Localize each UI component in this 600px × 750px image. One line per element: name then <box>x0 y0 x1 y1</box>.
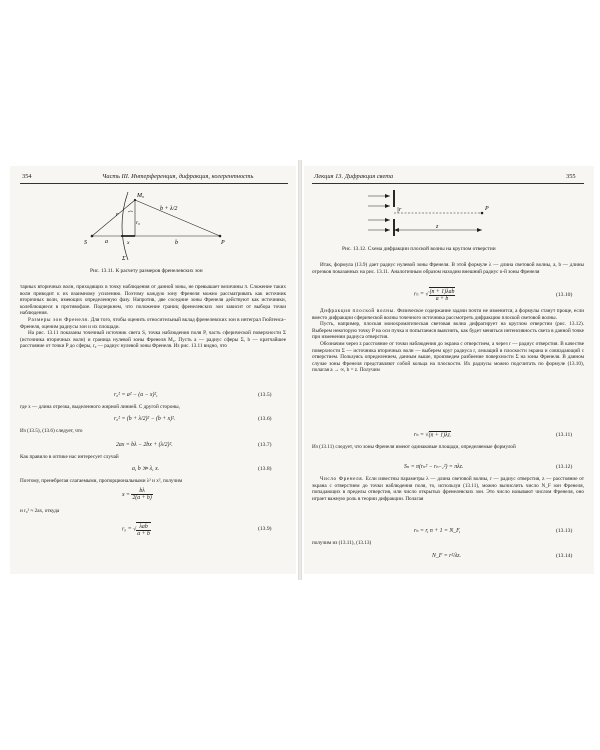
left-text-t3 <box>20 454 286 461</box>
left-text-t5 <box>20 508 286 515</box>
left-running-head: Часть III. Интерференция, дифракция, когерентность <box>102 173 254 180</box>
point-m0 <box>134 199 136 201</box>
right-eq-13-10-frac <box>429 287 456 302</box>
left-figure-caption: Рис. 13.11. К расчету размеров френелевских зон <box>90 268 203 274</box>
right-para-2-body: Физическое содержание задачи почти не изменится, а формулы станут проще, если вместо дифракции сферической волны точечного источника рассмотреть дифракцию плоской световой волны. <box>312 308 584 321</box>
left-para-3: На рис. 13.11 показаны точечный источник света S, точка наблюдения поля P, часть сферической поверхности Σ (источника вторичных волн) и граница нулевой зоны Френеля M₀. Пусть a — радиус сферы Σ, b — кратчайшее расстояние от точки P до сферы, r₀ — радиус нулевой зоны Френеля. Из рис. 13.11 видно, что <box>20 330 286 350</box>
right-eq-13-14-number: (13.14) <box>556 553 573 559</box>
left-eq-13-8: a, b ≫ λ, x. <box>132 466 160 472</box>
left-para-2-lead: Размеры зон Френеля. <box>28 316 90 323</box>
right-para-2-lead: Дифракция плоской волны. <box>320 308 396 314</box>
point-s <box>91 235 94 238</box>
right-para-4: Обозначим через z расстояние от точки наблюдения до экрана с отверстием, а через r — радиус отверстия. В качестве поверхности Σ — источника вторичных волн — выберем круг радиуса r, лежащий в плоскости экрана и совпадающий с отверстием. Пользуясь определением, данным выше, произведем разбиение поверхности Σ на зоны Френеля. В данном случае зоны Френеля представляют собой кольца на плоскости. Их радиусы можно подсчитать по формуле (13.10), полагая a → ∞, b = z. Получим <box>312 340 584 374</box>
label-x: x <box>127 240 130 246</box>
label-z: z <box>436 224 439 230</box>
label-b: b <box>175 240 178 246</box>
right-running-head: Лекция 13. Дифракция света <box>314 173 394 180</box>
label-s: S <box>84 240 87 246</box>
figure-13-11 <box>80 186 230 264</box>
label-b-plus: b + λ/2 <box>160 206 178 212</box>
left-eq-13-6-number: (13.6) <box>258 416 272 422</box>
label-sigma: Σ <box>122 256 126 262</box>
left-text-t1 <box>20 404 286 411</box>
right-figure-caption: Рис. 13.12. Схема дифракции плоской волны на круглом отверстии <box>342 246 496 252</box>
left-t2: Из (13.5), (13.6) следует, что <box>20 428 83 434</box>
left-para-1: тарных вторичных волн, приходящих в точку наблюдения от данной зоны, не превышает величины π. Сложение таких волн приводит к их взаимному усилению. Поэтому каждую зону Френеля можно рассматривать как источник вторичных волн, имеющих определенную фазу. Напротив, две соседние зоны Френеля действуют как источники, колеблющиеся в противофазе. Подчеркнем, что положение границ френелевских зон зависит от выбора точки наблюдения. <box>20 284 286 317</box>
left-eq-x-lhs: x = <box>122 491 130 498</box>
left-t5: и r₀² ≈ 2ax, откуда <box>20 508 60 514</box>
ray-s-m0 <box>92 200 135 236</box>
right-eq-13-10-number: (13.10) <box>556 292 573 298</box>
right-page <box>304 166 594 574</box>
book-spine <box>298 160 302 580</box>
left-eq-13-7-number: (13.7) <box>258 442 272 448</box>
left-eq-13-9-number: (13.9) <box>258 526 272 532</box>
angle-arc <box>128 211 133 212</box>
right-eq-13-11-radicand: (n + 1)λz. <box>428 432 452 438</box>
right-eq-13-10-denominator: a + b <box>435 295 449 302</box>
left-t4: Поэтому, пренебрегая слагаемыми, пропорциональными λ² и x², получим <box>20 478 183 484</box>
right-eq-13-11-lhs: rₙ = <box>414 432 424 438</box>
label-p: P <box>221 240 225 246</box>
left-para-2-body: Для того, чтобы оценить относительный вклад френелевских зон в интеграл Гюйгенса–Френеля, оценим радиусы зон и их площади. <box>20 316 286 330</box>
point-p <box>481 212 484 215</box>
left-eq-13-5: r₀² = a² − (a − x)², <box>114 392 158 398</box>
label-m0: M₀ <box>137 193 145 199</box>
left-page-number: 354 <box>22 173 32 180</box>
left-eq-13-9-lhs: r₀ = <box>122 526 132 533</box>
label-r: r <box>399 207 402 213</box>
right-para-3: Пусть, например, плоская монохроматическая световая волна дифрагирует на круглом отверстии (рис. 13.12). Выберем некоторую точку P на оси пучка и попытаемся выяснить, как будет меняться интенсивность света в данной точке при изменении радиуса отверстия. <box>312 321 584 341</box>
right-para-1: Итак, формула (13.9) дает радиус нулевой зоны Френеля. В этой формуле λ — длина световой волны, a, b — длины отрезков показанных на рис. 13.11. Аналогичным образом находим внешний радиус n-й зоны Френеля <box>312 262 584 275</box>
left-para-2 <box>20 317 286 330</box>
right-page-number: 355 <box>566 173 576 180</box>
right-eq-13-11-number: (13.11) <box>556 432 573 438</box>
left-eq-13-7: 2ax = bλ − 2bx + (λ/2)². <box>116 442 173 448</box>
right-eq-13-10: rₙ = √ $\frac{\text{(n + 1)λab}}{a + b}$ <box>414 288 455 302</box>
left-eq-13-9: r₀ = √ $\frac{\text{λab}}{a + b}$ <box>122 523 150 537</box>
right-text-block-3 <box>312 476 584 502</box>
right-text-t1 <box>312 444 584 451</box>
left-header-rule <box>20 183 288 184</box>
left-text-block-1 <box>20 284 286 350</box>
right-para-2 <box>312 308 584 321</box>
right-text-t2 <box>312 540 584 547</box>
right-t1: Из (13.11) следует, что зоны Френеля имеют одинаковые площади, определяемые формулой <box>312 444 516 450</box>
right-para-5 <box>312 476 584 502</box>
ray-m0-p <box>135 200 220 236</box>
sphere-arc <box>122 192 128 260</box>
left-eq-13-9-denominator: a + b <box>137 530 150 537</box>
left-eq-13-5-number: (13.5) <box>258 392 272 398</box>
label-rho: r₀ <box>136 220 141 226</box>
right-eq-13-13: rₙ = r, n + 1 = N_F, <box>414 528 461 534</box>
right-eq-13-12-number: (13.12) <box>556 464 573 470</box>
right-text-block-1 <box>312 262 584 275</box>
left-eq-x-frac <box>131 488 152 501</box>
right-header-rule <box>312 183 584 184</box>
left-text-t4 <box>20 478 286 485</box>
left-eq-13-9-frac <box>136 522 151 537</box>
figure-13-12 <box>364 188 514 240</box>
label-p: P <box>485 206 489 212</box>
left-eq-x-numerator: bλ <box>131 488 152 495</box>
left-eq-13-6: r₀² = (b + λ/2)² − (b + x)². <box>114 416 176 422</box>
left-t1: где x — длина отрезка, выделенного жирной линией. С другой стороны, <box>20 404 180 410</box>
right-eq-13-14: N_F = r²/λz. <box>432 553 461 559</box>
right-eq-13-13-number: (13.13) <box>556 528 573 534</box>
label-a: a <box>105 239 108 245</box>
left-eq-13-9-numerator: λab <box>136 524 151 531</box>
left-t3: Как правило в оптике нас интересует случай <box>20 454 119 460</box>
left-eq-x-denominator: 2(a + b) <box>132 495 152 501</box>
right-eq-13-11: rₙ = √(n + 1)λz. <box>414 432 452 438</box>
right-text-block-2 <box>312 308 584 374</box>
left-eq-13-8-number: (13.8) <box>258 466 272 472</box>
left-eq-x <box>122 488 153 501</box>
left-text-t2 <box>20 428 286 435</box>
point-p <box>219 235 222 238</box>
right-eq-13-10-lhs: rₙ = <box>414 291 424 298</box>
left-page <box>10 166 296 574</box>
right-t2: получим из (13.11), (13.13) <box>312 540 372 546</box>
right-eq-13-12: Sₙ = π(rₙ² − rₙ₋₁²) = πλz. <box>404 464 464 470</box>
right-para-5-body: Если известны параметры λ — длина световой волны, r — радиус отверстия, z — расстояние от экрана с отверстием до точки наблюдения поля, то, используя (13.11), можно вычислить число N_F зон Френеля, попадающих в пределы отверстия, или число открытых френелевских зон. Это число называют числом Френеля, оно играет важную роль в теории дифракции. Полагая <box>312 476 584 502</box>
right-eq-13-10-numerator: (n + 1)λab <box>429 288 455 295</box>
label-r: r <box>116 212 119 218</box>
right-para-5-lead: Число Френеля. <box>320 476 365 482</box>
